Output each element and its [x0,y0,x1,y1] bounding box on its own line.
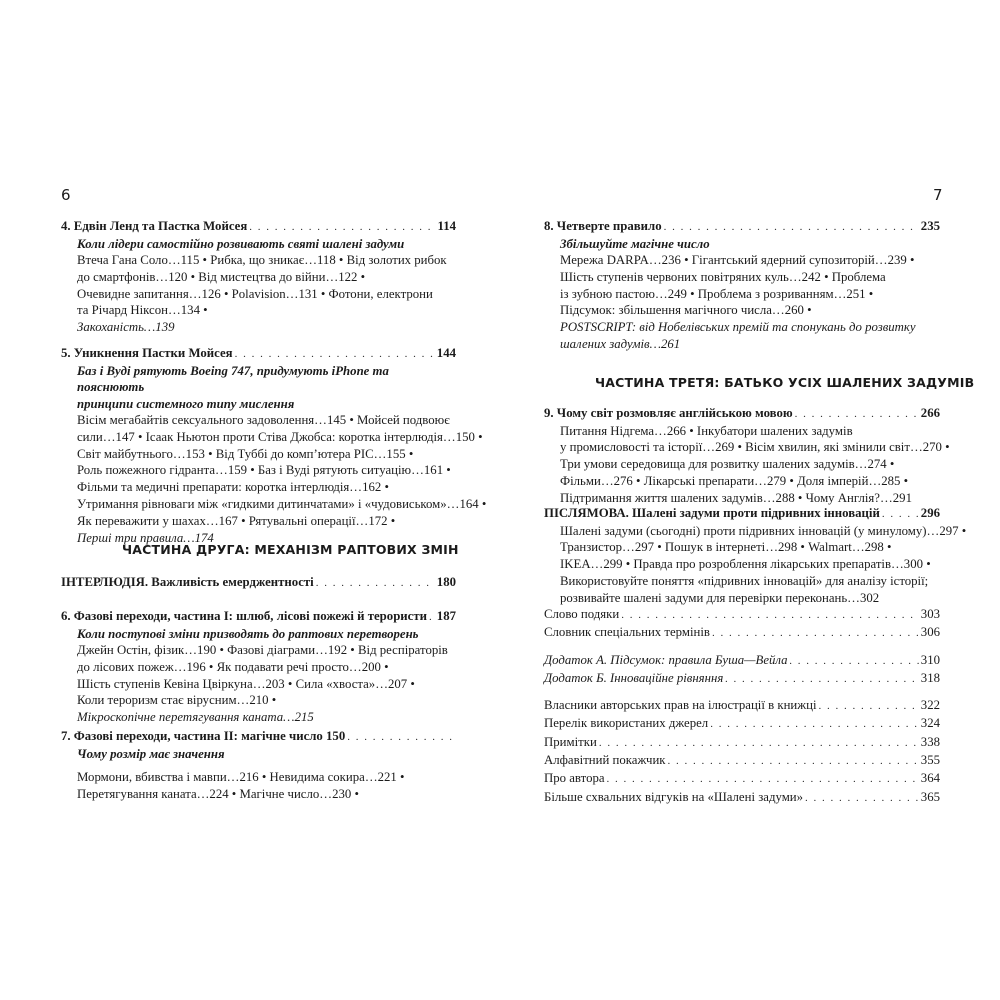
dot-leader [819,698,919,715]
toc-line: Шалені задуми (сьогодні) проти підривних інновацій (у минулому)…297 • [560,523,967,538]
chapter-title: 9. Чому світ розмовляє англійською мовою [544,406,793,420]
toc-chapter-5 [61,345,487,546]
toc-line: Як переважити у шахах…167 • Рятувальні операції…172 • [77,513,396,528]
entry-page: 310 [920,652,940,667]
chapter-page: 114 [437,219,456,233]
toc-closing: POSTSCRIPT: від Нобелівських премій та спонукань до розвитку [560,320,916,335]
toc-line: Мормони, вбивства і мавпи…216 • Невидима сокира…221 • [77,770,405,784]
toc-chapter-7 [61,728,456,803]
toc-line: Питання Нідгема…266 • Інкубатори шалених задумів [560,423,853,438]
toc-line: до лісових пожеж…196 • Як подавати речі просто…200 • [77,659,389,674]
chapter-page: 235 [920,219,940,233]
toc-entry[interactable] [544,770,940,788]
dot-leader [249,219,435,236]
entry-title: Більше схвальних відгуків на «Шалені задуми» [544,789,804,804]
toc-closing: Мікроскопічне перетягування каната…215 [77,710,314,725]
chapter-page: 296 [920,506,940,520]
chapter-heading[interactable] [61,608,456,626]
toc-line: сили…147 • Ісаак Ньютон проти Стіва Джобса: коротка інтерлюдія…150 • [77,429,483,444]
dot-leader [599,735,919,752]
toc-chapter-9 [544,405,950,506]
dot-leader [790,653,919,670]
toc-entry[interactable] [544,624,940,642]
toc-line: Джейн Остін, фізик…190 • Фазові діаграми…192 • Від респіраторів [77,643,448,657]
entry-title: Перелік використаних джерел [544,716,709,731]
chapter-heading[interactable] [61,728,456,746]
toc-line: у промисловості та історії…269 • Вісім хвилин, які змінили світ…270 • [560,440,950,455]
chapter-heading[interactable] [544,405,940,423]
toc-line: до смартфонів…120 • Від мистецтва до війни…122 • [77,269,366,284]
toc-line: Фільми та медичні препарати: коротка інтерлюдія…162 • [77,480,389,495]
toc-line: Шість ступенів Кевіна Цвіркуна…203 • Сила «хвоста»…207 • [77,676,415,691]
dot-leader [316,575,435,592]
chapter-title: 4. Едвін Ленд та Пастка Мойсея [61,219,248,233]
chapter-page: 266 [920,406,940,420]
chapter-title: 8. Четверте правило [544,219,662,233]
toc-line: Підсумок: збільшення магічного числа…260 • [560,303,812,318]
toc-interlude [61,574,456,592]
toc-chapter-4 [61,218,456,336]
entry-page: 322 [920,698,940,713]
toc-entry[interactable] [544,752,940,770]
toc-line: Фільми…276 • Лікарські препарати…279 • Доля імперій…285 • [560,473,909,488]
toc-entry[interactable] [544,652,940,670]
toc-entry[interactable] [544,606,940,624]
dot-leader [347,729,454,746]
toc-line: Роль пожежного гідранта…159 • Баз і Вуді рятують ситуацію…161 • [77,463,451,478]
chapter-heading[interactable] [544,218,940,236]
part-two-title: ЧАСТИНА ДРУГА: МЕХАНІЗМ РАПТОВИХ ЗМІН [122,542,459,557]
toc-line: Коли тероризм стає вірусним…210 • [77,693,277,708]
chapter-subtitle: Коли лідери самостійно розвивають святі шалені задуми [77,236,405,251]
toc-line: Втеча Гана Соло…115 • Рибка, що зникає…118 • Від золотих рибок [77,253,447,267]
chapter-title: 7. Фазові переходи, частина ІІ: магічне число 150 [61,729,346,743]
dot-leader [805,790,919,807]
toc-entry[interactable] [544,789,940,807]
toc-entry[interactable] [544,670,940,688]
chapter-subtitle: Коли поступові зміни призводять до раптових перетворень [77,626,419,641]
toc-afterword [544,505,967,606]
chapter-title: 6. Фазові переходи, частина І: шлюб, лісові пожежі й терористи [61,609,428,623]
toc-line: Перетягування каната…224 • Магічне число…230 • [77,786,359,801]
toc-line: Три умови середовища для розвитку шалених задумів…274 • [560,457,895,472]
toc-line: Підтримання життя шалених задумів…288 • Чому Англія?…291 [560,490,912,505]
entry-page: 306 [920,625,940,640]
toc-entry[interactable] [544,715,940,733]
toc-entry[interactable] [544,697,940,715]
entry-page: 364 [920,771,940,786]
entry-page: 365 [920,789,940,804]
toc-line: Світ майбутнього…153 • Від Туббі до комп’ютера PIC…155 • [77,446,414,461]
toc-chapter-6 [61,608,456,726]
dot-leader [725,671,919,688]
toc-line: Вісім мегабайтів сексуального задоволення…145 • Мойсей подвоює [77,413,450,427]
chapter-subtitle: Чому розмір має значення [77,746,225,761]
toc-line: із зубною пастою…249 • Проблема з розриванням…251 • [560,286,874,301]
dot-leader [621,607,919,624]
toc-line: IKEA…299 • Правда про розроблення лікарських препаратів…300 • [560,557,931,572]
toc-closing: шалених задумів…261 [560,336,681,351]
chapter-heading[interactable] [61,218,456,236]
toc-line: Утримання рівноваги між «гидкими дитинчатами» і «чудовиськом»…164 • [77,496,487,511]
dot-leader [235,346,435,363]
dot-leader [668,753,919,770]
toc-closing: Перші три правила…174 [77,530,214,545]
entry-page: 318 [920,670,940,685]
chapter-subtitle: принципи системного типу мислення [77,396,295,411]
chapter-heading[interactable] [544,505,940,523]
part-three-title: ЧАСТИНА ТРЕТЯ: БАТЬКО УСІХ ШАЛЕНИХ ЗАДУМІВ [595,375,975,390]
entry-title: Власники авторських прав на ілюстрації в книжці [544,698,817,713]
toc-chapter-8 [544,218,940,353]
entry-page: 324 [920,716,940,731]
dot-leader [712,625,919,642]
toc-line: Очевидне запитання…126 • Polavision…131 • Фотони, електрони [77,286,433,301]
dot-leader [429,609,435,626]
entry-title: Додаток А. Підсумок: правила Буша—Вейла [544,652,788,667]
toc-line: Шість ступенів червоних повітряних куль…242 • Проблема [560,269,886,284]
chapter-heading[interactable] [61,574,456,592]
dot-leader [664,219,919,236]
toc-line: Мережа DARPA…236 • Гігантський ядерний супозиторій…239 • [560,253,915,267]
entry-title: Про автора [544,771,605,786]
dot-leader [607,771,919,788]
chapter-heading[interactable] [61,345,456,363]
chapter-page: 187 [436,609,456,623]
page-number-right: 7 [933,186,943,204]
toc-line: розвивайте шалені задуми для перевірки переконань…302 [560,590,880,605]
chapter-title: 5. Уникнення Пастки Мойсея [61,346,233,360]
entry-title: Примітки [544,734,597,749]
chapter-title: ПІСЛЯМОВА. Шалені задуми проти підривних інновацій [544,506,880,520]
chapter-title: ІНТЕРЛЮДІЯ. Важливість емерджентності [61,575,314,589]
entry-page: 355 [920,753,940,768]
dot-leader [795,406,919,423]
toc-entry[interactable] [544,734,940,752]
right-page [500,0,1000,1000]
chapter-subtitle: Баз і Вуді рятують Boeing 747, придумують iPhone та пояснюють [77,363,389,394]
entry-title: Слово подяки [544,607,620,621]
page-number-left: 6 [61,186,71,204]
toc-line: Транзистор…297 • Пошук в інтернеті…298 • Walmart…298 • [560,540,892,555]
entry-page: 303 [920,607,940,621]
dot-leader [710,716,919,733]
chapter-page: 144 [436,346,456,360]
toc-back-matter [544,606,940,807]
toc-closing: Закоханість…139 [77,320,175,335]
toc-line: Використовуйте поняття «підривних інновацій» для аналізу історії; [560,573,929,588]
entry-title: Додаток Б. Інноваційне рівняння [544,670,724,685]
entry-title: Словник спеціальних термінів [544,625,710,640]
dot-leader [882,506,919,523]
chapter-subtitle: Збільшуйте магічне число [560,236,710,251]
entry-title: Алфавітний покажчик [544,753,666,768]
entry-page: 338 [920,734,940,749]
chapter-page: 180 [436,575,456,589]
toc-line: та Річард Ніксон…134 • [77,303,208,318]
